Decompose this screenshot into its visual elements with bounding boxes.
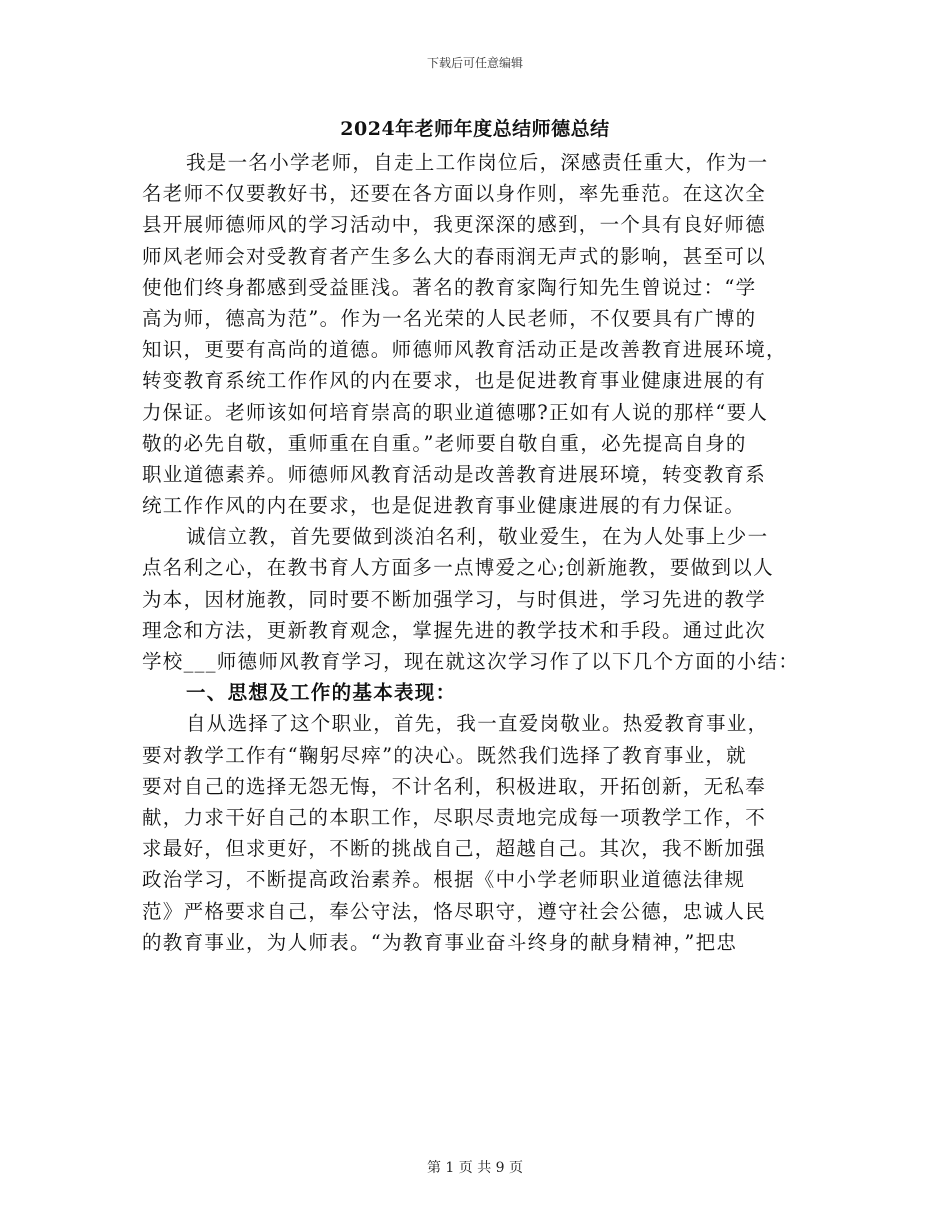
paragraph-line: 转变教育系统工作作风的内在要求，也是促进教育事业健康进展的有 [142,369,767,393]
paragraph-line: 要对教学工作有“鞠躬尽瘁”的决心。既然我们选择了教育事业，就 [142,743,747,767]
paragraph-line: 理念和方法，更新教育观念，掌握先进的教学技术和手段。通过此次 [142,618,767,642]
paragraph-line: 县开展师德师风的学习活动中，我更深深的感到，一个具有良好师德 [142,213,767,237]
paragraph-line: 师风老师会对受教育者产生多么大的春雨润无声式的影响，甚至可以 [142,244,767,268]
paragraph-line: 职业道德素养。师德师风教育活动是改善教育进展环境，转变教育系 [142,462,767,486]
paragraph-line: 知识，更要有高尚的道德。师德师风教育活动正是改善教育进展环境， [142,338,787,362]
paragraph-line: 我是一名小学老师，自走上工作岗位后，深感责任重大，作为一 [186,151,769,174]
paragraph-line: 使他们终身都感到受益匪浅。著名的教育家陶行知先生曾说过：“学 [142,275,757,299]
document-body [142,147,812,958]
paragraph-line: 范》严格要求自己，奉公守法，恪尽职守，遵守社会公德，忠诚人民 [142,899,767,923]
header-note: 下载后可任意编辑 [426,56,523,70]
section-heading: 一、思想及工作的基本表现： [186,681,457,705]
paragraph-line: 力保证。老师该如何培育崇高的职业道德哪?正如有人说的那样“要人 [142,400,769,424]
paragraph-line: 求最好，但求更好，不断的挑战自己，超越自己。其次，我不断加强 [142,837,767,861]
paragraph-line: 学校___师德师风教育学习，现在就这次学习作了以下几个方面的小结： [142,650,800,673]
paragraph-line: 为本，因材施教，同时要不断加强学习，与时俱进，学习先进的教学 [142,587,767,611]
paragraph-line: 要对自己的选择无怨无悔，不计名利，积极进取，开拓创新，无私奉 [142,774,767,798]
paragraph-line: 点名利之心，在教书育人方面多一点博爱之心;创新施教，要做到以人 [142,556,774,580]
paragraph-line: 政治学习，不断提高政治素养。根据《中小学老师职业道德法律规 [142,868,746,892]
paragraph-line: 敬的必先自敬，重师重在自重。”老师要自敬自重，必先提高自身的 [142,431,747,455]
paragraph-line: 献，力求干好自己的本职工作，尽职尽责地完成每一项教学工作，不 [142,805,767,829]
paragraph-line: 诚信立教，首先要做到淡泊名利，敬业爱生，在为人处事上少一 [186,525,769,549]
paragraph-line: 自从选择了这个职业，首先，我一直爱岗敬业。热爱教育事业， [186,712,769,736]
paragraph-line: 的教育事业，为人师表。“为教育事业奋斗终身的献身精神，”把忠 [142,930,738,954]
page-footer: 第 1 页 共 9 页 [426,1160,524,1176]
paragraph-line: 名老师不仅要教好书，还要在各方面以身作则，率先垂范。在这次全 [142,182,767,206]
paragraph-line: 高为师，德高为范”。作为一名光荣的人民老师，不仅要具有广博的 [142,306,757,330]
paragraph-line: 统工作作风的内在要求，也是促进教育事业健康进展的有力保证。 [142,494,746,518]
document-title: 2024年老师年度总结师德总结 [340,118,610,140]
